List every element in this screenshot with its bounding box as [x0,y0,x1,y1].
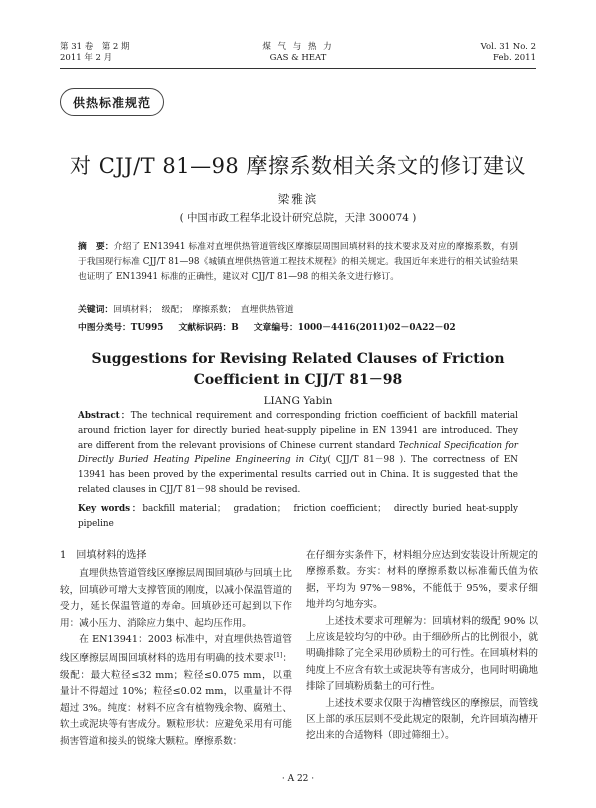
title-en-line2: Coefficient in CJJ/T 81－98 [193,372,403,388]
page-number: · A 22 · [281,774,315,784]
section-heading: 1 回填材料的选择 [60,550,147,561]
keywords-cn-text: 回填材料； 级配； 摩擦系数； 直埋供热管道 [113,305,294,315]
header-date-en: Feb. 2011 [493,53,536,63]
abstract-cn [78,240,518,285]
abstract-en-label: Abstract： [78,411,131,421]
header-journal-cn: 煤 气 与 热 力 [262,42,334,52]
abstract-en [78,409,518,498]
article-number: 文章编号：1000－4416(2011)02－0A22－02 [253,323,456,333]
header-volume-cn: 第 31 卷 第 2 期 [60,42,130,52]
author-affiliation: ( 中国市政工程华北设计研究总院，天津 300074 ) [179,212,417,224]
classification-line [78,321,518,335]
header-right [481,42,536,64]
body-column-right [306,548,538,745]
keywords-en [78,502,518,532]
keywords-cn [78,303,518,317]
title-en-line1: Suggestions for Revising Related Clauses of Friction [91,351,505,367]
abstract-en-standard-title: Technical Specification for Directly Buried Heating Pipeline Engineering in City [78,440,519,466]
header-volume-en: Vol. 31 No. 2 [480,42,536,52]
column-stamp-label: 供热标准规范 [72,95,151,110]
body-paragraph: 上述技术要求可理解为：回填材料的级配 90% 以上应该是较均匀的中砂。由于细砂所占的比例很小，就明确排除了完全采用砂质粉土的可行性。在回填材料的纯度上不应含有软土或泥块等有害成分，也同时明确地排除了回填粉质黏土的可行性。 [306,615,538,693]
clc-number: 中图分类号：TU995 [78,323,164,333]
keywords-cn-label: 关键词： [78,305,114,315]
body-paragraph: 在仔细夯实条件下，材料组分应达到安装设计所规定的摩擦系数。夯实：材料的摩擦系数以标准葡氏值为依据，平均为 97%－98%，不能低于 95%，要求仔细地并均匀地夯实。 [306,550,538,611]
header-date-cn: 2011 年 2 月 [60,53,113,63]
paragraph-text: ：级配：最大粒径≤32 mm；粒径≤0.075 mm，以重量计不得超过 10%；粒径≤0.02 mm，以重量计不得超过 3%。纯度：材料不应含有植物残余物、腐殖土、软土或泥块等有害成分。颗粒形状：应避免采用有可能损害管道和接头的锐缘大颗粒。摩擦系数： [60,653,293,747]
column-stamp [60,88,164,116]
abstract-cn-label: 摘 要： [78,242,114,252]
body-paragraph: 直埋供热管道管线区摩擦层周围回填砂与回填土比较，回填砂可增大支撑管顶的刚度，以减小保温管道的受力，延长保温管道的寿命。回填砂还可起到以下作用：减小压力、消除应力集中、起均压作用。 [60,568,292,629]
abstract-en-text-2: ( CJJ/T 81－98 ). The correctness of EN 13941 has been proved by the experimental results carried out in China. It is suggested that the related clauses in CJJ/T 81－98 should be revised. [78,455,518,495]
keywords-en-label: Key words： [78,504,143,514]
document-code: 文献标识码：B [178,323,239,333]
header-divider [60,68,536,69]
body-paragraph: 上述技术要求仅限于沟槽管线区的摩擦层，而管线区上部的承压层则不受此规定的限制，允许回填沟槽开挖出来的合适物料（即过筛细土）。 [306,697,538,742]
abstract-cn-text: 介绍了 EN13941 标准对直埋供热管道管线区摩擦层周围回填材料的技术要求及对应的摩擦系数，有别于我国现行标准 CJJ/T 81—98《城镇直埋供热管道工程技术规程》的相关规定。我国近年来进行的相关试验结果也证明了 EN13941 标准的正确性，建议对 CJJ/T 81—98 的相关条文进行修订。 [78,242,518,282]
body-column-left [60,548,292,750]
keywords-en-text: backfill material； gradation； friction coefficient； directly buried heat-supply pipeline [78,504,518,529]
citation-marker: [1] [273,652,283,660]
author-en: LIANG Yabin [263,395,333,407]
paper-title-en [0,349,596,391]
paragraph-text: 在 EN13941：2003 标准中，对直埋供热管道管线区摩擦层周围回填材料的选用有明确的技术要求 [60,634,292,665]
abstract-en-text-1: The technical requirement and corresponding friction coefficient of backfill material around friction layer for directly buried heat-supply pipeline in EN 13941 are introduced. They are different from the relevant provisions of Chinese current standard [78,411,518,451]
header-journal-en: GAS & HEAT [269,53,327,63]
paper-author: 梁雅滨 [277,192,319,206]
paper-title: 对 CJJ/T 81—98 摩擦系数相关条文的修订建议 [70,154,526,178]
body-paragraph [60,632,292,750]
